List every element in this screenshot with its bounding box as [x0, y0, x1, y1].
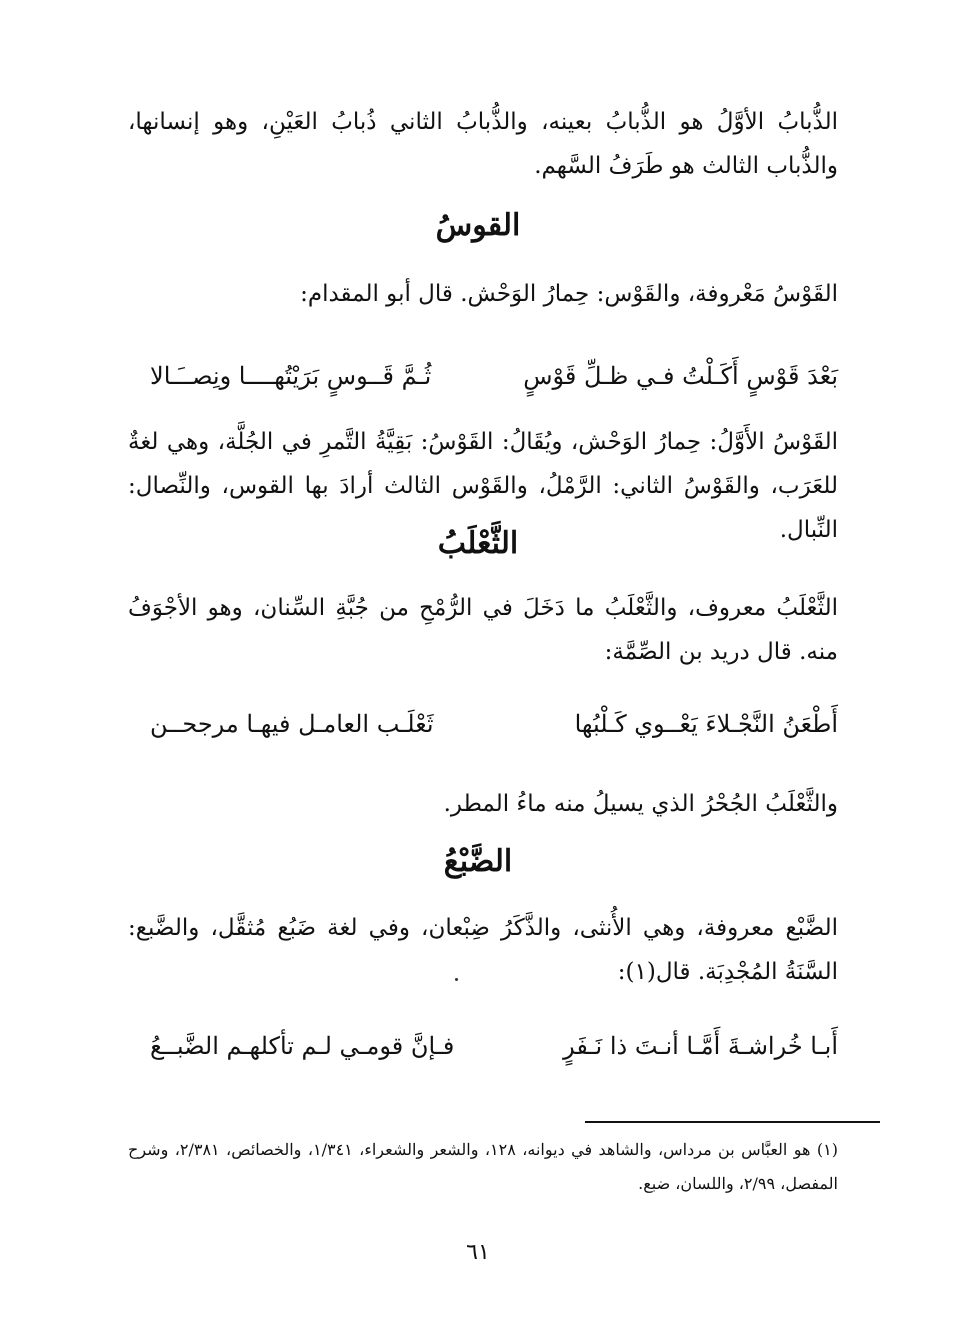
stray-mark [455, 978, 458, 981]
verse-qaws [150, 356, 838, 396]
paragraph-thalab-intro: الثَّعْلَبُ معروف، والثَّعْلَبُ ما دَخَلَ في الرُّمْحِ من جُبَّةِ السِّنان، وهو الأجْوَفُ منه. قال دريد بن الصِّمَّة: [128, 595, 838, 665]
heading-qaws: القوسُ [435, 208, 521, 243]
footnote: (١) هو العبَّاس بن مرداس، والشاهد في ديوانه، ١٢٨، والشعر والشعراء، ١/٣٤١، والخصائص، ٢/٣٨١، وشرح المفصل، ٢/٩٩، واللسان، ضبع. [128, 1140, 838, 1193]
verse-thalab [150, 704, 838, 744]
verse-thalab-second-hemistich: ثَعْلَـب العامـل فيهـا مرجحــن [150, 710, 434, 738]
verse-dabu-first-hemistich: أَبـا خُراشـةَ أَمَّـا أنـتَ ذا نَـفَرٍ [563, 1032, 838, 1060]
paragraph-dhubab: الذُّبابُ الأوَّلُ هو الذُّبابُ بعينه، والذُّبابُ الثاني ذُبابُ العَيْنِ، وهو إنسانها، والذُّباب الثالث هو طَرَفُ السَّهم. [128, 109, 838, 179]
heading-thalab: الثَّعْلَبُ [437, 526, 519, 561]
paragraph-qaws-explanation: القَوْسُ الأَوَّلُ: حِمارُ الوَحْش، ويُقَالُ: القَوْسُ: بَقِيَّةُ التَّمرِ في الجُلَّة، وهي لغةٌ للعَرَب، والقَوْسُ الثاني: الرَّمْلُ، والقَوْس الثالث أرادَ بها القوس، والنِّصال: النِّبال. [128, 429, 838, 543]
paragraph-dabu-intro: الضَّبْع معروفة، وهي الأُنثى، والذَّكَرُ ضِبْعان، وفي لغة ضَبُع مُثقَّل، والضَّبع: السَّنَةُ المُجْدِبَة. قال(١): [128, 915, 838, 985]
heading-dabu: الضَّبْعُ [443, 844, 513, 879]
footnote-separator [585, 1121, 880, 1123]
verse-qaws-first-hemistich: بَعْدَ قَوْسٍ أَكَـلْتُ فـي ظـلِّ قَوْسٍ [523, 362, 838, 390]
paragraph-thalab-explanation: والثَّعْلَبُ الجُحْرُ الذي يسيلُ منه ماءُ المطر. [443, 791, 838, 817]
paragraph-qaws-intro: القَوْسُ مَعْروفة، والقَوْس: حِمارُ الوَحْش. قال أبو المقدام: [300, 281, 838, 307]
verse-dabu-second-hemistich: فـإنَّ قومـي لـم تأكلهـم الضَّبــعُ [150, 1032, 455, 1060]
page-number: ٦١ [466, 1240, 490, 1265]
verse-thalab-first-hemistich: أَطْعَنُ النَّجْـلاءَ يَعْــوي كَـلْبُها [574, 710, 838, 738]
verse-qaws-second-hemistich: ثُـمَّ قَــوسٍ بَرَيْتُهــــا ونِصــَـالا [150, 362, 432, 390]
verse-dabu [150, 1026, 838, 1066]
